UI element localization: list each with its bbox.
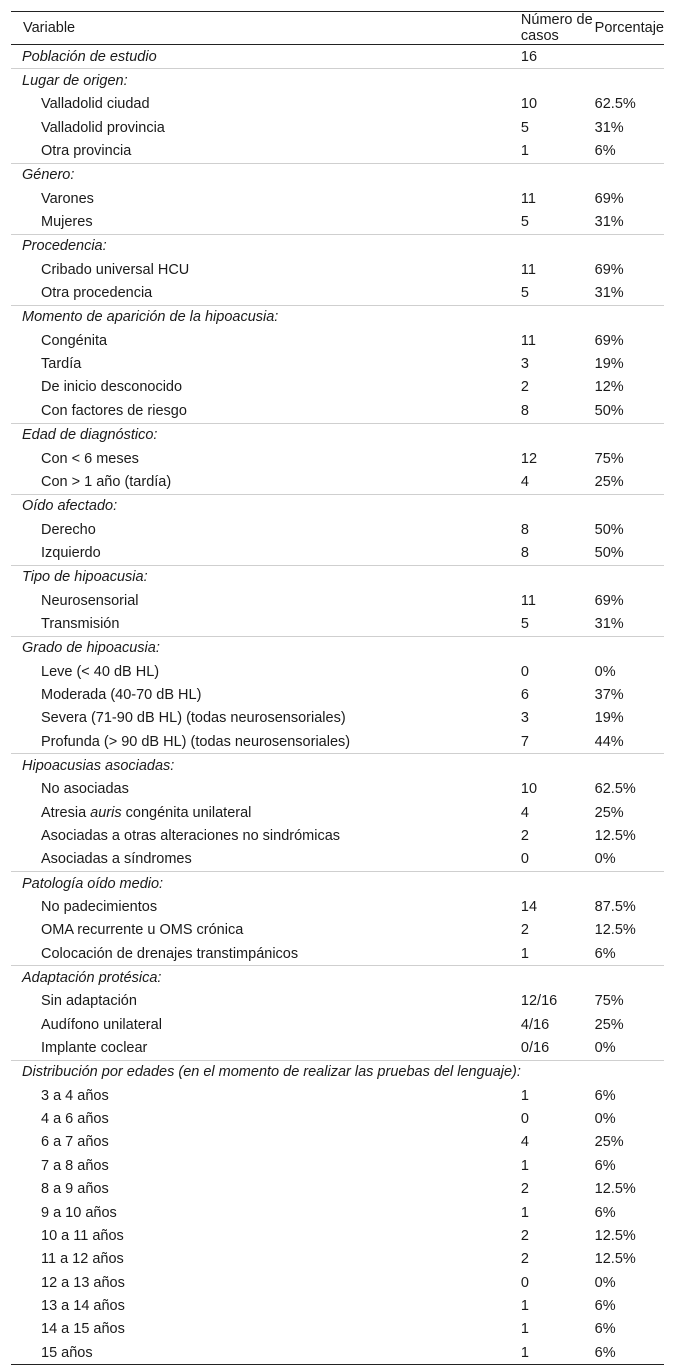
- row-percent: 6%: [594, 1087, 616, 1104]
- row-cases: 8: [520, 544, 529, 561]
- row-cases: 0: [520, 1111, 529, 1128]
- table-row: [11, 258, 664, 281]
- table-row: [11, 612, 664, 636]
- row-cases: 0: [520, 1274, 529, 1291]
- row-percent: 0%: [594, 1274, 616, 1291]
- row-percent: 6%: [595, 1341, 664, 1365]
- table-row: [11, 1013, 664, 1036]
- table-row: [11, 683, 664, 706]
- section-title: Edad de diagnóstico:: [11, 423, 521, 447]
- row-label: Congénita: [41, 332, 108, 349]
- row-cases: 1: [520, 1204, 529, 1221]
- section-cases-empty: [521, 872, 595, 896]
- row-label: Severa (71-90 dB HL) (todas neurosensoriales): [41, 710, 346, 727]
- section-title: Oído afectado:: [11, 494, 521, 518]
- row-label: Profunda (> 90 dB HL) (todas neurosensoriales): [41, 733, 351, 750]
- table-row: [11, 707, 664, 730]
- row-cases: 11: [520, 332, 536, 349]
- section-cases-empty: [521, 1060, 595, 1084]
- table-row: [11, 1318, 664, 1341]
- row-percent: 0%: [594, 1040, 616, 1057]
- table-row: [11, 210, 664, 234]
- section-title: Patología oído medio:: [11, 872, 521, 896]
- row-cases: 1: [520, 1321, 529, 1338]
- row-percent: 6%: [594, 143, 616, 160]
- table-row: [11, 518, 664, 541]
- table-row: [11, 447, 664, 470]
- section-percent-empty: [595, 234, 664, 258]
- table-row: [11, 541, 664, 565]
- row-percent: 12.5%: [594, 1181, 636, 1198]
- row-label: Moderada (40-70 dB HL): [41, 686, 202, 703]
- population-percent: [595, 45, 664, 69]
- table-row: [11, 1036, 664, 1060]
- section-title: Distribución por edades (en el momento de realizar las pruebas del lenguaje):: [11, 1060, 521, 1084]
- row-cases: 4: [520, 1134, 529, 1151]
- row-percent: 6%: [594, 945, 616, 962]
- section-row: [11, 565, 664, 589]
- row-label: Audífono unilateral: [41, 1016, 162, 1033]
- table-row: [11, 942, 664, 966]
- section-cases-empty: [521, 494, 595, 518]
- row-percent: 37%: [594, 686, 624, 703]
- row-label: Leve (< 40 dB HL): [41, 663, 160, 680]
- row-cases: 2: [520, 1181, 529, 1198]
- table-row: [11, 990, 664, 1013]
- row-cases: 0: [520, 851, 529, 868]
- row-percent: 69%: [594, 332, 624, 349]
- section-cases-empty: [521, 69, 595, 93]
- table-row: [11, 1178, 664, 1201]
- row-cases: 1: [520, 1087, 529, 1104]
- section-row: [11, 423, 664, 447]
- row-cases: 12/16: [520, 993, 558, 1010]
- section-cases-empty: [521, 423, 595, 447]
- header-cases: Número de casos: [521, 12, 595, 45]
- table-row: [11, 352, 664, 375]
- section-title: Momento de aparición de la hipoacusia:: [11, 305, 521, 329]
- row-cases: 10: [520, 781, 538, 798]
- row-cases: 14: [520, 899, 538, 916]
- row-label: 12 a 13 años: [41, 1274, 125, 1291]
- row-percent: 12%: [594, 379, 624, 396]
- row-percent: 6%: [594, 1321, 616, 1338]
- table-row: [11, 778, 664, 801]
- section-percent-empty: [595, 565, 664, 589]
- section-cases-empty: [521, 966, 595, 990]
- row-label: Asociadas a otras alteraciones no sindrómicas: [41, 828, 341, 845]
- table-row: [11, 801, 664, 824]
- section-percent-empty: [595, 636, 664, 660]
- table-row: [11, 399, 664, 423]
- row-cases: 2: [520, 922, 529, 939]
- section-row: [11, 754, 664, 778]
- row-percent: 12.5%: [594, 922, 636, 939]
- section-row: [11, 872, 664, 896]
- row-label: 8 a 9 años: [41, 1181, 109, 1198]
- row-label: Colocación de drenajes transtimpánicos: [41, 945, 299, 962]
- row-label: Tardía: [41, 356, 82, 373]
- row-percent: 0%: [594, 1111, 616, 1128]
- population-row: [11, 45, 664, 69]
- row-cases: 8: [520, 402, 529, 419]
- table-row: [11, 1154, 664, 1177]
- table-row: [11, 1084, 664, 1107]
- row-label: Valladolid provincia: [41, 119, 165, 136]
- table-row: [11, 1271, 664, 1294]
- row-percent: 6%: [594, 1157, 616, 1174]
- row-percent: 25%: [594, 473, 624, 490]
- section-percent-empty: [595, 494, 664, 518]
- table-row: [11, 470, 664, 494]
- table-row: [11, 730, 664, 754]
- table-row: [11, 1107, 664, 1130]
- row-cases: 5: [520, 119, 529, 136]
- row-percent: 75%: [594, 993, 624, 1010]
- table-row: [11, 116, 664, 139]
- header-variable: Variable: [11, 12, 521, 45]
- row-percent: 31%: [594, 119, 624, 136]
- row-cases: 10: [520, 96, 538, 113]
- row-label: Asociadas a síndromes: [41, 851, 192, 868]
- population-label: Población de estudio: [22, 48, 157, 65]
- row-percent: 6%: [594, 1297, 616, 1314]
- section-percent-empty: [595, 872, 664, 896]
- section-cases-empty: [521, 565, 595, 589]
- row-label: 11 a 12 años: [41, 1251, 124, 1268]
- row-percent: 75%: [594, 450, 624, 467]
- section-cases-empty: [521, 305, 595, 329]
- row-cases: 1: [520, 143, 529, 160]
- row-cases: 2: [520, 379, 529, 396]
- row-label: 7 a 8 años: [41, 1157, 109, 1174]
- row-label: 14 a 15 años: [41, 1321, 125, 1338]
- table-row: [11, 1131, 664, 1154]
- table-row: [11, 660, 664, 683]
- section-cases-empty: [521, 754, 595, 778]
- row-percent: 69%: [594, 190, 624, 207]
- row-label: Implante coclear: [41, 1040, 148, 1057]
- row-percent: 12.5%: [594, 1227, 636, 1244]
- row-label: Sin adaptación: [41, 993, 137, 1010]
- section-percent-empty: [595, 966, 664, 990]
- row-percent: 25%: [594, 1016, 624, 1033]
- section-cases-empty: [521, 636, 595, 660]
- row-cases: 4/16: [520, 1016, 550, 1033]
- section-title: Adaptación protésica:: [11, 966, 521, 990]
- table-row: [11, 329, 664, 352]
- row-label: Mujeres: [41, 214, 93, 231]
- population-cases: 16: [520, 48, 538, 65]
- row-percent: 87.5%: [594, 899, 636, 916]
- row-label: 10 a 11 años: [41, 1227, 124, 1244]
- section-row: [11, 494, 664, 518]
- row-label: Izquierdo: [41, 544, 101, 561]
- table-row: [11, 139, 664, 163]
- section-row: [11, 636, 664, 660]
- section-title: Hipoacusias asociadas:: [11, 754, 521, 778]
- row-cases: 8: [520, 521, 529, 538]
- row-cases: 5: [520, 285, 529, 302]
- row-cases: 1: [521, 1341, 595, 1365]
- row-cases: 1: [520, 1157, 529, 1174]
- section-row: [11, 234, 664, 258]
- table-row: [11, 824, 664, 847]
- row-label-part: auris: [90, 804, 122, 821]
- row-cases: 6: [520, 686, 529, 703]
- row-percent: 25%: [594, 804, 624, 821]
- row-percent: 19%: [594, 356, 624, 373]
- row-label: 6 a 7 años: [41, 1134, 109, 1151]
- row-label: 13 a 14 años: [41, 1297, 125, 1314]
- section-title: Lugar de origen:: [11, 69, 521, 93]
- row-label-part: congénita unilateral: [121, 804, 252, 821]
- row-cases: 5: [520, 214, 529, 231]
- row-label: Con < 6 meses: [41, 450, 139, 467]
- row-percent: 62.5%: [594, 96, 636, 113]
- section-row: [11, 69, 664, 93]
- row-label: Derecho: [41, 521, 96, 538]
- row-cases: 11: [520, 190, 536, 207]
- row-label: Transmisión: [41, 615, 120, 632]
- section-percent-empty: [595, 69, 664, 93]
- row-label: Otra procedencia: [41, 285, 153, 302]
- row-label-part: Atresia: [41, 804, 91, 821]
- row-label: 15 años: [11, 1341, 521, 1365]
- table-header: [11, 12, 664, 45]
- row-label: Cribado universal HCU: [41, 261, 190, 278]
- table-row: [11, 589, 664, 612]
- row-percent: 12.5%: [594, 828, 636, 845]
- row-percent: 0%: [594, 851, 616, 868]
- table-row: [11, 1224, 664, 1247]
- row-cases: 3: [520, 356, 529, 373]
- table-row: [11, 376, 664, 399]
- section-title: Tipo de hipoacusia:: [11, 565, 521, 589]
- row-cases: 2: [520, 828, 529, 845]
- row-cases: 4: [520, 473, 529, 490]
- row-percent: 50%: [594, 544, 624, 561]
- row-label: 4 a 6 años: [41, 1111, 109, 1128]
- section-percent-empty: [595, 1060, 664, 1084]
- row-label: 9 a 10 años: [41, 1204, 117, 1221]
- row-percent: 19%: [594, 710, 624, 727]
- table-body: [11, 45, 664, 1365]
- section-percent-empty: [595, 163, 664, 187]
- section-row: [11, 1060, 664, 1084]
- row-cases: 2: [520, 1227, 529, 1244]
- table-row: [11, 895, 664, 918]
- header-row: [11, 12, 664, 45]
- table-row: [11, 919, 664, 942]
- section-percent-empty: [595, 305, 664, 329]
- table-row: [11, 1201, 664, 1224]
- row-label: Valladolid ciudad: [41, 96, 150, 113]
- row-cases: 0/16: [520, 1040, 550, 1057]
- row-percent: 0%: [594, 663, 616, 680]
- row-cases: 11: [520, 261, 536, 278]
- row-label: Con > 1 año (tardía): [41, 473, 172, 490]
- row-percent: 50%: [594, 521, 624, 538]
- section-row: [11, 966, 664, 990]
- row-percent: 69%: [594, 261, 624, 278]
- row-percent: 50%: [594, 402, 624, 419]
- table-row: [11, 93, 664, 116]
- row-label: Varones: [41, 190, 94, 207]
- row-percent: 62.5%: [594, 781, 636, 798]
- row-cases: 1: [520, 1297, 529, 1314]
- row-cases: 3: [520, 710, 529, 727]
- row-cases: 0: [520, 663, 529, 680]
- row-label: De inicio desconocido: [41, 379, 183, 396]
- row-percent: 31%: [594, 285, 624, 302]
- section-row: [11, 163, 664, 187]
- section-percent-empty: [595, 754, 664, 778]
- data-table: [11, 11, 664, 1365]
- row-label: Con factores de riesgo: [41, 402, 187, 419]
- section-title: Procedencia:: [11, 234, 521, 258]
- table-row: [11, 1248, 664, 1271]
- section-title: Grado de hipoacusia:: [11, 636, 521, 660]
- table-row: [11, 1341, 664, 1365]
- row-label: Neurosensorial: [41, 592, 139, 609]
- row-label: No padecimientos: [41, 899, 158, 916]
- header-percent: Porcentaje: [595, 12, 664, 45]
- table-row: [11, 848, 664, 872]
- table-row: [11, 281, 664, 305]
- row-cases: 1: [520, 945, 529, 962]
- row-cases: 7: [520, 733, 529, 750]
- row-label: No asociadas: [41, 781, 129, 798]
- row-cases: 12: [520, 450, 538, 467]
- section-row: [11, 305, 664, 329]
- row-cases: 11: [520, 592, 536, 609]
- row-percent: 6%: [594, 1204, 616, 1221]
- section-title: Género:: [11, 163, 521, 187]
- row-percent: 12.5%: [594, 1251, 636, 1268]
- row-label: OMA recurrente u OMS crónica: [41, 922, 244, 939]
- section-cases-empty: [521, 234, 595, 258]
- row-cases: 4: [520, 804, 529, 821]
- row-percent: 31%: [594, 615, 624, 632]
- row-label: [11, 801, 521, 824]
- row-cases: 2: [520, 1251, 529, 1268]
- section-cases-empty: [521, 163, 595, 187]
- table-row: [11, 1294, 664, 1317]
- row-label: 3 a 4 años: [41, 1087, 109, 1104]
- row-percent: 31%: [594, 214, 624, 231]
- row-cases: 5: [520, 615, 529, 632]
- row-percent: 25%: [594, 1134, 624, 1151]
- section-percent-empty: [595, 423, 664, 447]
- row-label: Otra provincia: [41, 143, 132, 160]
- row-percent: 69%: [594, 592, 624, 609]
- row-percent: 44%: [594, 733, 624, 750]
- table-row: [11, 187, 664, 210]
